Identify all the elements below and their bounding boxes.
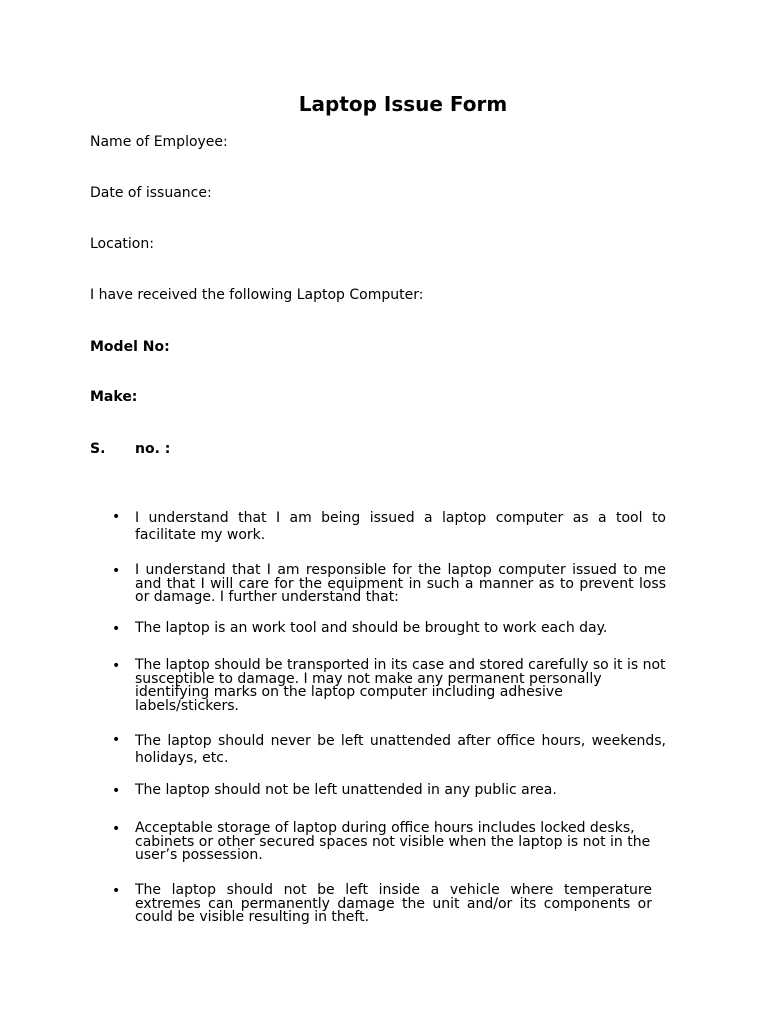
bullet-icon: •: [112, 732, 121, 748]
bullet-icon: •: [112, 509, 121, 525]
list-item-text: The laptop should be transported in its case and stored carefully so it is not susceptible to damage. I may not make any permanent personally identifying marks on the laptop computer including adhesive labels/stickers.: [135, 657, 666, 714]
date-of-issuance-label: Date of issuance:: [90, 185, 212, 201]
make-label: Make:: [90, 389, 138, 405]
bullet-icon: •: [112, 621, 121, 637]
bullet-icon: •: [112, 821, 121, 837]
list-item-text: The laptop should not be left inside a vehicle where temperature extremes can permanently damage the unit and/or its components or could be visible resulting in theft.: [135, 882, 652, 925]
list-item-text: Acceptable storage of laptop during office hours includes locked desks, cabinets or other secured spaces not visible when the laptop is not in the user’s possession.: [135, 820, 651, 863]
model-no-label: Model No:: [90, 339, 170, 355]
list-item-text: The laptop should not be left unattended in any public area.: [135, 782, 557, 798]
serial-s-label: S.: [90, 441, 106, 457]
list-item-text: I understand that I am responsible for the laptop computer issued to me and that I will care for the equipment in such a manner as to prevent loss or damage. I further understand that:: [135, 562, 666, 605]
list-item-text: The laptop should never be left unattended after office hours, weekends, holidays, etc.: [135, 733, 666, 766]
list-item-text: I understand that I am being issued a laptop computer as a tool to facilitate my work.: [135, 510, 666, 543]
list-item-text: The laptop is an work tool and should be brought to work each day.: [135, 620, 608, 636]
employee-name-label: Name of Employee:: [90, 134, 228, 150]
received-statement: I have received the following Laptop Computer:: [90, 287, 424, 303]
bullet-icon: •: [112, 783, 121, 799]
location-label: Location:: [90, 236, 154, 252]
bullet-icon: •: [112, 563, 121, 579]
form-title: Laptop Issue Form: [298, 92, 508, 116]
serial-no-label: no. :: [135, 441, 171, 457]
bullet-icon: •: [112, 658, 121, 674]
bullet-icon: •: [112, 883, 121, 899]
